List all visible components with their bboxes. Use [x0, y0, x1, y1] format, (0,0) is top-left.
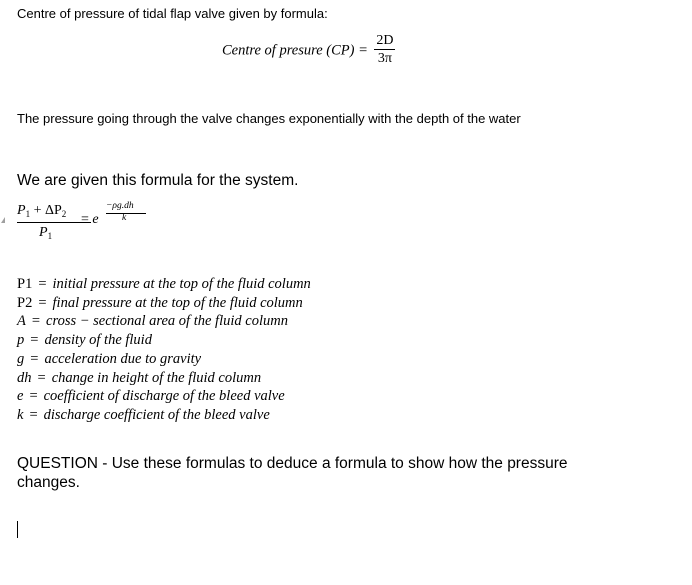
- exponent-numerator: −ρg.dh: [106, 201, 134, 211]
- definition-description: cross − sectional area of the fluid column: [46, 313, 288, 330]
- exponential-statement: The pressure going through the valve changes exponentially with the depth of the water: [17, 111, 521, 126]
- definition-symbol: p: [17, 332, 25, 349]
- definition-equals: =: [37, 369, 46, 386]
- definition-symbol: k: [17, 406, 24, 423]
- definition-description: discharge coefficient of the bleed valve: [43, 406, 270, 423]
- question-line-1: QUESTION - Use these formulas to deduce a formula to show how the pressure: [17, 455, 568, 472]
- definition-row: [17, 369, 311, 388]
- equals-e: = e: [81, 212, 99, 227]
- definition-equals: =: [31, 313, 41, 330]
- definition-row: [17, 275, 311, 294]
- definition-description: acceleration due to gravity: [44, 350, 202, 367]
- cp-numerator: 2D: [376, 33, 394, 48]
- cp-fraction: [374, 33, 395, 68]
- definition-row: [17, 350, 311, 369]
- anchor-marker: [1, 217, 5, 223]
- definition-equals: =: [38, 294, 47, 311]
- given-formula-statement: We are given this formula for the system.: [17, 172, 299, 189]
- cp-label: Centre of presure (CP) =: [222, 42, 368, 59]
- definition-symbol: g: [17, 350, 25, 367]
- definition-equals: =: [38, 276, 47, 292]
- definition-row: [17, 331, 311, 350]
- definition-description: coefficient of discharge of the bleed valve: [43, 388, 285, 405]
- definition-equals: =: [30, 332, 39, 349]
- definition-row: [17, 312, 311, 331]
- definition-description: final pressure at the top of the fluid column: [52, 294, 303, 311]
- pressure-denominator: $P_1$: [39, 225, 53, 241]
- definition-description: initial pressure at the top of the fluid column: [52, 276, 311, 292]
- definition-row: [17, 294, 311, 313]
- cp-denominator: 3π: [377, 51, 392, 66]
- definition-equals: =: [30, 350, 39, 367]
- definition-symbol: A: [17, 313, 26, 330]
- definition-equals: =: [29, 406, 38, 423]
- definition-description: change in height of the fluid column: [51, 369, 262, 386]
- exponent-denominator: k: [122, 213, 127, 223]
- definition-row: [17, 406, 311, 425]
- definition-row: [17, 387, 311, 406]
- fraction-bar: [17, 222, 91, 223]
- definition-description: density of the fluid: [44, 332, 152, 349]
- text-cursor[interactable]: [17, 521, 18, 538]
- pressure-numerator: $P_1 + \Delta P_2$: [17, 203, 67, 219]
- centre-of-pressure-equation: [222, 33, 395, 68]
- definition-symbol: dh: [17, 369, 32, 386]
- definitions-list: [17, 275, 311, 425]
- definition-equals: =: [29, 388, 38, 405]
- intro-text: Centre of pressure of tidal flap valve given by formula:: [17, 6, 328, 21]
- definition-symbol: P2: [17, 294, 33, 311]
- definition-symbol: e: [17, 388, 24, 405]
- question-line-2: changes.: [17, 474, 80, 491]
- definition-symbol: P1: [17, 276, 33, 292]
